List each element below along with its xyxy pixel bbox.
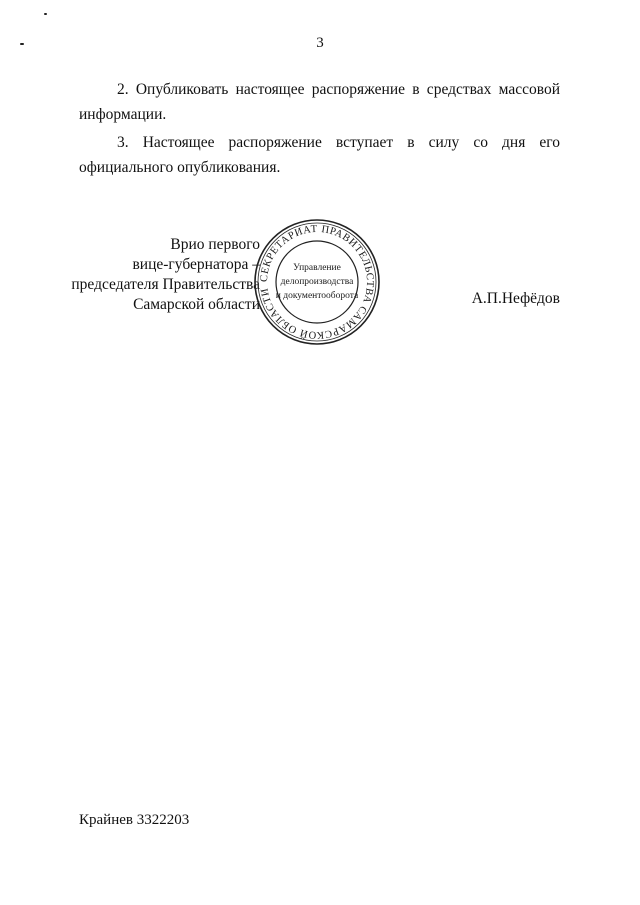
- scan-speck: [44, 13, 47, 15]
- stamp-inner-line: и документооборота: [275, 291, 359, 301]
- signer-title-line: Врио первого: [170, 236, 260, 253]
- stamp-inner-line: делопроизводства: [280, 277, 354, 287]
- official-stamp: [253, 218, 381, 346]
- signer-title: [60, 235, 260, 315]
- signer-name: А.П.Нефёдов: [471, 290, 560, 307]
- stamp-inner-line: Управление: [293, 263, 341, 273]
- executor-note: Крайнев 3322203: [79, 812, 190, 828]
- page-number: 3: [316, 35, 324, 51]
- signer-title-line: вице-губернатора –: [132, 256, 260, 273]
- paragraph-publish: 2. Опубликовать настоящее распоряжение в средствах массовой информации.: [79, 81, 560, 123]
- signer-title-line: председателя Правительства: [71, 276, 260, 293]
- stamp-outer-text: СЕКРЕТАРИАТ ПРАВИТЕЛЬСТВА САМАРСКОЙ ОБЛАСТИ: [258, 223, 376, 341]
- stamp-center-text: [253, 218, 381, 346]
- signer-title-line: Самарской области: [133, 296, 260, 313]
- paragraph-effective: 3. Настоящее распоряжение вступает в силу со дня его официального опубликования.: [79, 134, 560, 176]
